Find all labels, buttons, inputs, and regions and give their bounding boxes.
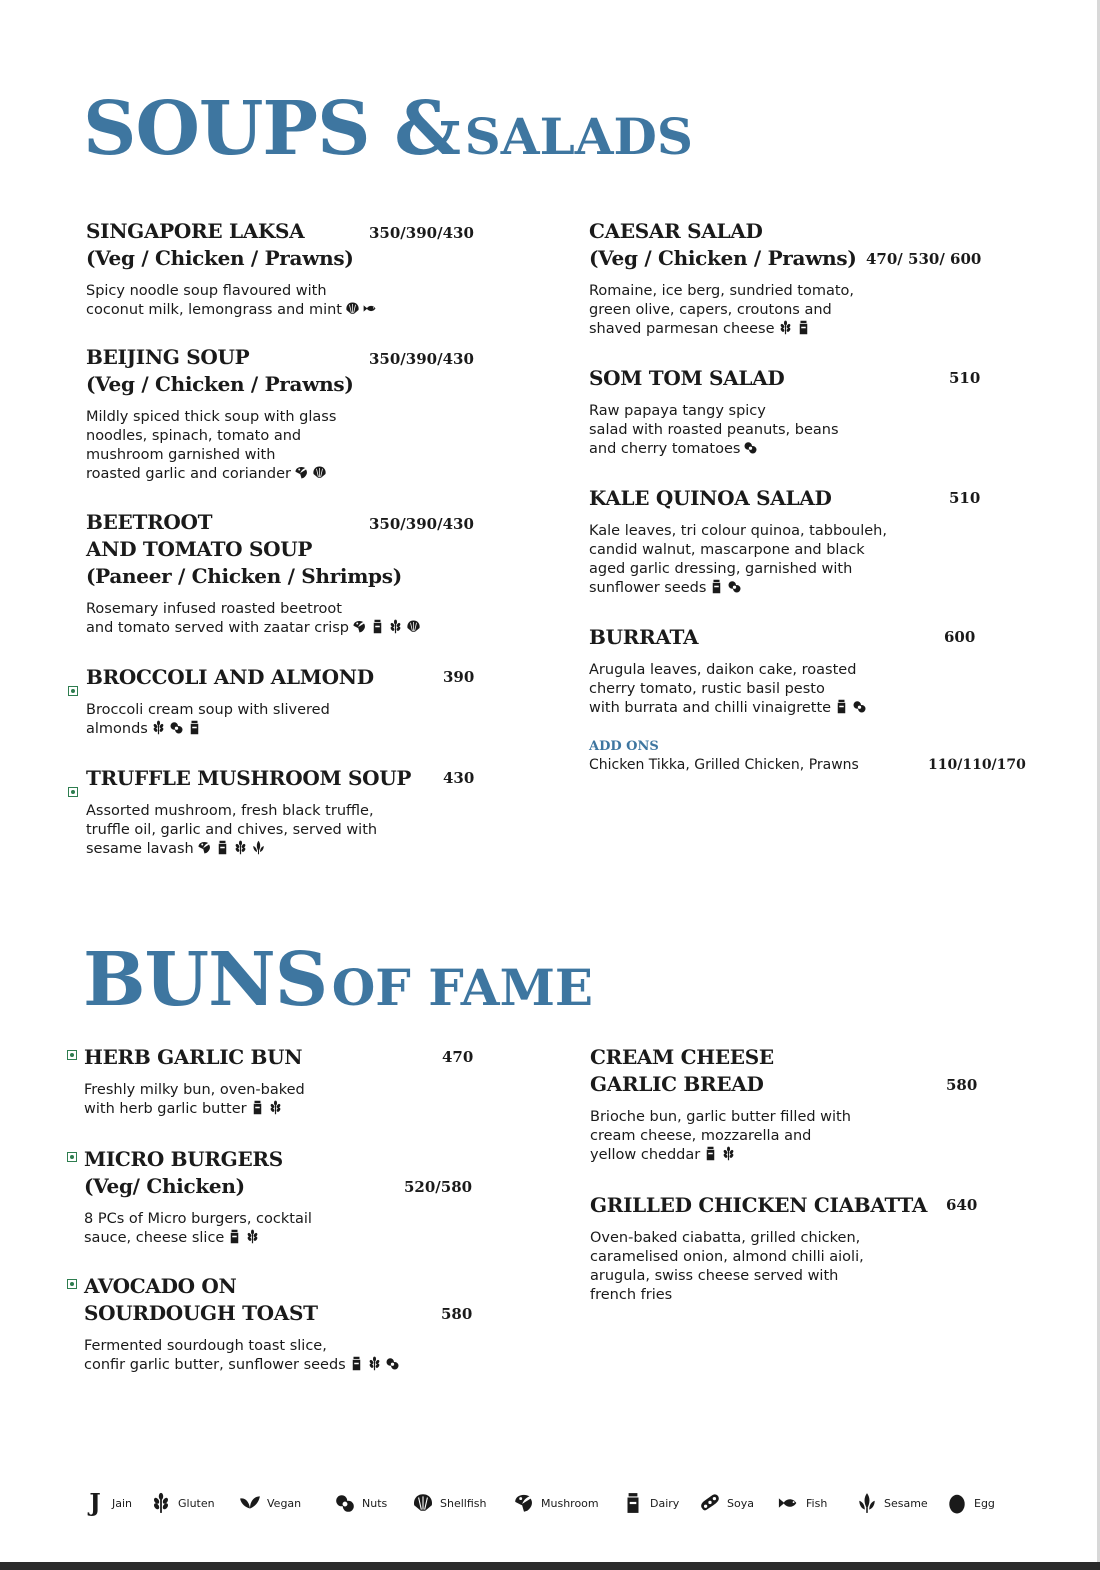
- menu-item: [86, 344, 526, 484]
- fish-icon: [363, 301, 378, 316]
- description-line: 8 PCs of Micro burgers, cocktail: [84, 1211, 312, 1227]
- allergen-legend: [84, 1488, 1004, 1518]
- menu-item: [589, 485, 1029, 598]
- description-line: green olive, capers, croutons and: [589, 302, 832, 318]
- item-name-line: GARLIC BREAD: [590, 1072, 764, 1096]
- nuts-icon: [743, 440, 758, 455]
- item-name-line: BURRATA: [589, 625, 699, 649]
- shellfish-icon: [312, 465, 327, 480]
- description-line: and cherry tomatoes: [589, 441, 741, 457]
- soups-salads-title: [83, 86, 693, 172]
- description-line: sauce, cheese slice: [84, 1230, 225, 1246]
- description-line: Brioche bun, garlic butter filled with: [590, 1109, 851, 1125]
- legend-shellfish: Shellfish: [412, 1488, 486, 1518]
- item-description: [86, 408, 526, 484]
- item-price: 470/ 530/ 600: [866, 250, 982, 268]
- description-line: sunflower seeds: [589, 580, 707, 596]
- description-line: Freshly milky bun, oven-baked: [84, 1082, 305, 1098]
- item-description: [84, 1081, 524, 1119]
- item-name-line: SOURDOUGH TOAST: [84, 1301, 318, 1325]
- item-name-line: (Veg / Chicken / Prawns): [86, 372, 354, 396]
- description-line: Fermented sourdough toast slice,: [84, 1338, 327, 1354]
- legend-nuts: Nuts: [334, 1488, 387, 1518]
- item-name-line: BROCCOLI AND ALMOND: [86, 665, 374, 689]
- mushroom-icon: [513, 1492, 535, 1514]
- item-price: 470: [442, 1048, 474, 1066]
- veg-mark-icon: [68, 787, 78, 797]
- item-name-line: (Veg / Chicken / Prawns): [86, 246, 354, 270]
- dairy-icon: [215, 840, 230, 855]
- item-name-line: AVOCADO ON: [84, 1274, 237, 1298]
- gluten-icon: [778, 320, 793, 335]
- menu-item: [86, 218, 526, 320]
- menu-item: [589, 365, 1029, 459]
- gluten-icon: [233, 840, 248, 855]
- item-name-line: SOM TOM SALAD: [589, 366, 785, 390]
- title-main: SOUPS &: [83, 86, 461, 172]
- nuts-icon: [385, 1356, 400, 1371]
- legend-soya: Soya: [699, 1488, 754, 1518]
- menu-item: [86, 664, 526, 739]
- dairy-icon: [250, 1100, 265, 1115]
- menu-item: [86, 509, 526, 638]
- item-price: 430: [443, 769, 475, 787]
- description-line: salad with roasted peanuts, beans: [589, 422, 839, 438]
- dairy-icon: [796, 320, 811, 335]
- item-description: [86, 701, 526, 739]
- nuts-icon: [852, 699, 867, 714]
- item-name-line: HERB GARLIC BUN: [84, 1045, 303, 1069]
- item-name-line: CAESAR SALAD: [589, 219, 763, 243]
- sesame-icon: [251, 840, 266, 855]
- nuts-icon: [334, 1492, 356, 1514]
- veg-mark-icon: [68, 686, 78, 696]
- shellfish-icon: [412, 1492, 434, 1514]
- dairy-icon: [834, 699, 849, 714]
- menu-item: [84, 1273, 524, 1375]
- item-price: 600: [944, 628, 976, 646]
- description-line: Spicy noodle soup flavoured with: [86, 283, 327, 299]
- add-ons-title: ADD ONS: [589, 739, 659, 754]
- item-price: 580: [441, 1305, 473, 1323]
- description-line: Assorted mushroom, fresh black truffle,: [86, 803, 374, 819]
- item-name-line: AND TOMATO SOUP: [86, 537, 313, 561]
- item-name-line: (Paneer / Chicken / Shrimps): [86, 564, 402, 588]
- title-sub: OF FAME: [331, 958, 594, 1017]
- menu-item: [590, 1044, 1030, 1165]
- description-line: roasted garlic and coriander: [86, 466, 291, 482]
- description-line: with burrata and chilli vinaigrette: [589, 700, 832, 716]
- sesame-icon: [856, 1492, 878, 1514]
- item-price: 350/390/430: [369, 350, 474, 368]
- nuts-icon: [727, 579, 742, 594]
- item-description: [589, 522, 1029, 598]
- item-description: [589, 661, 1029, 718]
- description-line: mushroom garnished with: [86, 447, 276, 463]
- item-description: [590, 1108, 1030, 1165]
- dairy-icon: [709, 579, 724, 594]
- add-ons: [589, 739, 1026, 773]
- description-line: french fries: [590, 1287, 673, 1303]
- item-name-line: TRUFFLE MUSHROOM SOUP: [86, 766, 412, 790]
- legend-mushroom: Mushroom: [513, 1488, 599, 1518]
- veg-mark-icon: [67, 1050, 77, 1060]
- jain-icon: J: [89, 1488, 101, 1517]
- fish-icon: [778, 1492, 800, 1514]
- description-line: confir garlic butter, sunflower seeds: [84, 1357, 346, 1373]
- legend-egg: Egg: [946, 1488, 995, 1518]
- description-line: with herb garlic butter: [84, 1101, 247, 1117]
- mushroom-icon: [352, 619, 367, 634]
- item-description: [590, 1229, 1030, 1305]
- description-line: almonds: [86, 721, 148, 737]
- item-description: [589, 402, 1029, 459]
- gluten-icon: [268, 1100, 283, 1115]
- item-name-line: SINGAPORE LAKSA: [86, 219, 305, 243]
- item-name-line: BEIJING SOUP: [86, 345, 250, 369]
- nuts-icon: [169, 720, 184, 735]
- legend-dairy: Dairy: [622, 1488, 679, 1518]
- item-name-line: KALE QUINOA SALAD: [589, 486, 832, 510]
- description-line: Oven-baked ciabatta, grilled chicken,: [590, 1230, 861, 1246]
- description-line: Romaine, ice berg, sundried tomato,: [589, 283, 855, 299]
- description-line: Arugula leaves, daikon cake, roasted: [589, 662, 857, 678]
- item-description: [589, 282, 1029, 339]
- shellfish-icon: [345, 301, 360, 316]
- description-line: truffle oil, garlic and chives, served with: [86, 822, 378, 838]
- description-line: cream cheese, mozzarella and: [590, 1128, 812, 1144]
- description-line: Broccoli cream soup with slivered: [86, 702, 330, 718]
- gluten-icon: [150, 1492, 172, 1514]
- description-line: yellow cheddar: [590, 1147, 701, 1163]
- description-line: coconut milk, lemongrass and mint: [86, 302, 342, 318]
- item-description: [86, 802, 526, 859]
- legend-gluten: Gluten: [150, 1488, 215, 1518]
- soya-icon: [699, 1492, 721, 1514]
- title-main: BUNS: [83, 937, 328, 1023]
- legend-jain: J Jain: [84, 1488, 132, 1518]
- menu-item: [589, 218, 1029, 339]
- menu-item: [86, 765, 526, 859]
- item-price: 350/390/430: [369, 224, 474, 242]
- description-line: candid walnut, mascarpone and black: [589, 542, 865, 558]
- menu-item: [84, 1146, 524, 1248]
- item-price: 520/580: [404, 1178, 473, 1196]
- item-name-line: (Veg / Chicken / Prawns): [589, 246, 857, 270]
- dairy-icon: [227, 1229, 242, 1244]
- item-name-line: BEETROOT: [86, 510, 213, 534]
- item-name-line: CREAM CHEESE: [590, 1045, 774, 1069]
- gluten-icon: [721, 1146, 736, 1161]
- menu-item: [590, 1192, 1030, 1305]
- add-ons-text: Chicken Tikka, Grilled Chicken, Prawns: [589, 757, 859, 773]
- description-line: Raw papaya tangy spicy: [589, 403, 766, 419]
- mushroom-icon: [294, 465, 309, 480]
- mushroom-icon: [197, 840, 212, 855]
- gluten-icon: [367, 1356, 382, 1371]
- item-price: 640: [946, 1196, 978, 1214]
- shellfish-icon: [406, 619, 421, 634]
- description-line: arugula, swiss cheese served with: [590, 1268, 839, 1284]
- item-name-line: GRILLED CHICKEN CIABATTA: [590, 1193, 928, 1217]
- description-line: sesame lavash: [86, 841, 194, 857]
- description-line: cherry tomato, rustic basil pesto: [589, 681, 825, 697]
- item-name-line: MICRO BURGERS: [84, 1147, 283, 1171]
- item-name-line: (Veg/ Chicken): [84, 1174, 245, 1198]
- item-description: [84, 1210, 524, 1248]
- dairy-icon: [187, 720, 202, 735]
- add-ons-price: 110/110/170: [928, 757, 1026, 773]
- description-line: Mildly spiced thick soup with glass: [86, 409, 337, 425]
- dairy-icon: [703, 1146, 718, 1161]
- item-description: [86, 282, 526, 320]
- description-line: Kale leaves, tri colour quinoa, tabbouleh,: [589, 523, 887, 539]
- legend-vegan: Vegan: [239, 1488, 301, 1518]
- legend-fish: Fish: [778, 1488, 827, 1518]
- dairy-icon: [349, 1356, 364, 1371]
- item-price: 580: [946, 1076, 978, 1094]
- veg-mark-icon: [67, 1279, 77, 1289]
- dairy-icon: [370, 619, 385, 634]
- egg-icon: [946, 1492, 968, 1514]
- item-description: [86, 600, 526, 638]
- gluten-icon: [245, 1229, 260, 1244]
- item-price: 510: [949, 489, 981, 507]
- item-description: [84, 1337, 524, 1375]
- description-line: noodles, spinach, tomato and: [86, 428, 302, 444]
- gluten-icon: [388, 619, 403, 634]
- description-line: aged garlic dressing, garnished with: [589, 561, 853, 577]
- bottom-bar: [0, 1562, 1100, 1570]
- description-line: Rosemary infused roasted beetroot: [86, 601, 342, 617]
- vegan-icon: [239, 1492, 261, 1514]
- veg-mark-icon: [67, 1152, 77, 1162]
- gluten-icon: [151, 720, 166, 735]
- description-line: caramelised onion, almond chilli aioli,: [590, 1249, 864, 1265]
- buns-of-fame-title: [83, 937, 593, 1023]
- item-price: 510: [949, 369, 981, 387]
- item-price: 350/390/430: [369, 515, 474, 533]
- dairy-icon: [622, 1492, 644, 1514]
- menu-item: [84, 1044, 524, 1119]
- description-line: and tomato served with zaatar crisp: [86, 620, 349, 636]
- description-line: shaved parmesan cheese: [589, 321, 775, 337]
- title-sub: SALADS: [464, 107, 693, 166]
- legend-sesame: Sesame: [856, 1488, 928, 1518]
- menu-item: [589, 624, 1029, 718]
- item-price: 390: [443, 668, 475, 686]
